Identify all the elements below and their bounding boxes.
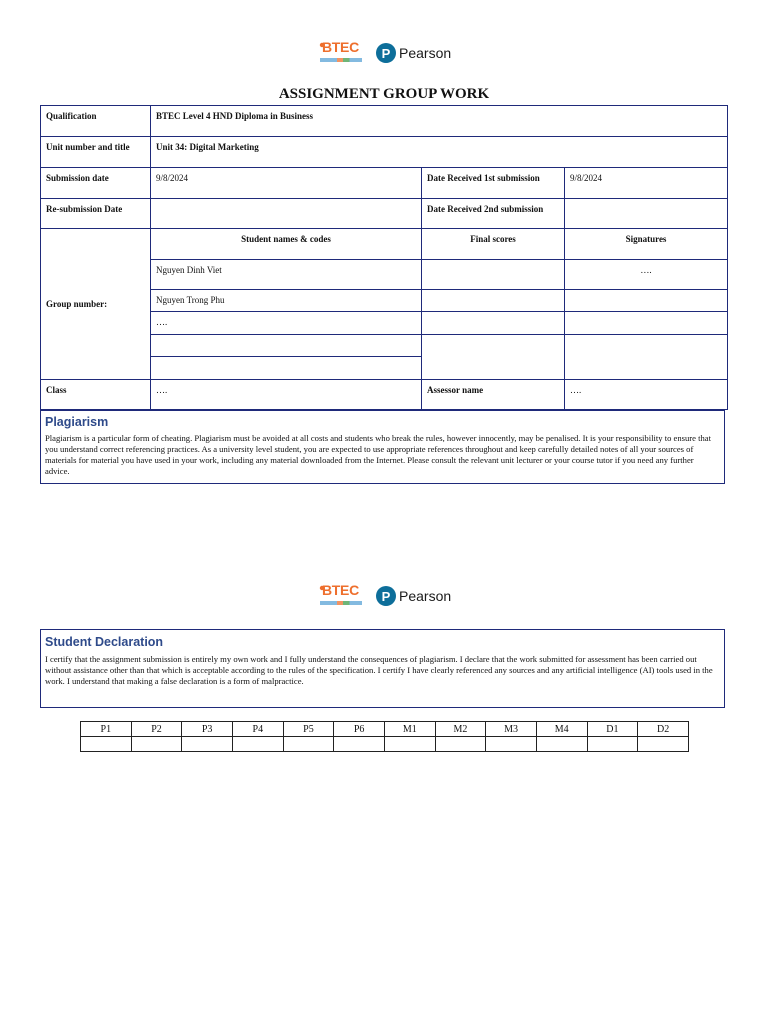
signature-row-4[interactable]: [565, 335, 728, 380]
grade-cell[interactable]: [232, 737, 283, 752]
score-row-1[interactable]: [422, 260, 565, 290]
pearson-logo: P Pearson: [376, 43, 451, 63]
grade-p4: P4: [232, 722, 283, 737]
class-value[interactable]: ….: [151, 380, 422, 410]
resubmission-value[interactable]: [151, 199, 422, 229]
btec-tagline-graphic: [320, 58, 362, 62]
header-logos: [318, 38, 451, 68]
submission-date-value[interactable]: 9/8/2024: [151, 168, 422, 199]
grade-cell[interactable]: [435, 737, 486, 752]
resubmission-label: Re-submission Date: [41, 199, 151, 229]
student-row-5[interactable]: [151, 357, 422, 380]
grade-cell[interactable]: [536, 737, 587, 752]
declaration-text: I certify that the assignment submission is entirely my own work and I fully understand the consequences of plagiarism. I declare that the work submitted for assessment has been carried out without assistance other than that which is acceptable according to the rules of the specification. I certify I have clearly referenced any sources and any artificial intelligence (AI) tools used in the work. I understand that making a false declaration is a form of malpractice.: [45, 654, 713, 686]
qualification-label: Qualification: [41, 106, 151, 137]
grade-p3: P3: [182, 722, 233, 737]
signatures-header: Signatures: [565, 229, 728, 260]
received-1st-value[interactable]: 9/8/2024: [565, 168, 728, 199]
group-number-label: Group number:: [41, 229, 151, 380]
signature-row-3[interactable]: [565, 312, 728, 335]
grade-cell[interactable]: [131, 737, 182, 752]
grade-cell[interactable]: [638, 737, 689, 752]
grade-cell[interactable]: [182, 737, 233, 752]
students-header: Student names & codes: [151, 229, 422, 260]
score-row-2[interactable]: [422, 290, 565, 312]
plagiarism-heading: Plagiarism: [45, 415, 109, 429]
grade-p2: P2: [131, 722, 182, 737]
score-row-3[interactable]: [422, 312, 565, 335]
received-2nd-value[interactable]: [565, 199, 728, 229]
student-row-2[interactable]: Nguyen Trong Phu: [151, 290, 422, 312]
grade-p6: P6: [334, 722, 385, 737]
qualification-value: BTEC Level 4 HND Diploma in Business: [151, 106, 728, 137]
grade-m4: M4: [536, 722, 587, 737]
grade-cell[interactable]: [587, 737, 638, 752]
declaration-box: [40, 629, 725, 708]
signature-row-1[interactable]: ….: [565, 260, 728, 290]
signature-row-2[interactable]: [565, 290, 728, 312]
assignment-info-table: [40, 105, 728, 410]
received-1st-label: Date Received 1st submission: [422, 168, 565, 199]
unit-value: Unit 34: Digital Marketing: [151, 137, 728, 168]
scores-header: Final scores: [422, 229, 565, 260]
pearson-p-icon: P: [376, 586, 396, 606]
grade-criteria-table: [80, 721, 689, 752]
student-row-4[interactable]: [151, 335, 422, 357]
grade-p1: P1: [81, 722, 132, 737]
assessor-label: Assessor name: [422, 380, 565, 410]
grade-cell[interactable]: [486, 737, 537, 752]
grade-m2: M2: [435, 722, 486, 737]
grade-m1: M1: [384, 722, 435, 737]
btec-tagline-graphic: [320, 601, 362, 605]
class-label: Class: [41, 380, 151, 410]
grade-cell[interactable]: [384, 737, 435, 752]
btec-logo: BTEC: [318, 581, 370, 611]
declaration-heading: Student Declaration: [45, 635, 164, 649]
grade-cell[interactable]: [81, 737, 132, 752]
grade-cell[interactable]: [283, 737, 334, 752]
grade-d1: D1: [587, 722, 638, 737]
pearson-p-icon: P: [376, 43, 396, 63]
assessor-value[interactable]: ….: [565, 380, 728, 410]
pearson-logo: P Pearson: [376, 586, 451, 606]
plagiarism-box: [40, 410, 725, 484]
received-2nd-label: Date Received 2nd submission: [422, 199, 565, 229]
score-row-4[interactable]: [422, 335, 565, 380]
declaration-logos: [318, 581, 451, 611]
student-row-3[interactable]: ….: [151, 312, 422, 335]
grade-cell[interactable]: [334, 737, 385, 752]
grade-m3: M3: [486, 722, 537, 737]
plagiarism-text: Plagiarism is a particular form of cheating. Plagiarism must be avoided at all costs and students who break the rules, however innocently, may be penalised. It is your responsibility to ensure that you understand correct referencing practices. As a university level student, you are expected to use appropriate references throughout and keep carefully detailed notes of all your sources of materials for material you have used in your work, including any material downloaded from the Internet. Please consult the relevant unit lecturer or your course tutor if you need any further advice.: [45, 433, 712, 476]
grade-p5: P5: [283, 722, 334, 737]
btec-logo: BTEC: [318, 38, 370, 68]
student-row-1[interactable]: Nguyen Dinh Viet: [151, 260, 422, 290]
grade-header-row: [81, 722, 689, 737]
unit-label: Unit number and title: [41, 137, 151, 168]
grade-value-row: [81, 737, 689, 752]
submission-date-label: Submission date: [41, 168, 151, 199]
page-title: ASSIGNMENT GROUP WORK: [278, 86, 490, 102]
grade-d2: D2: [638, 722, 689, 737]
